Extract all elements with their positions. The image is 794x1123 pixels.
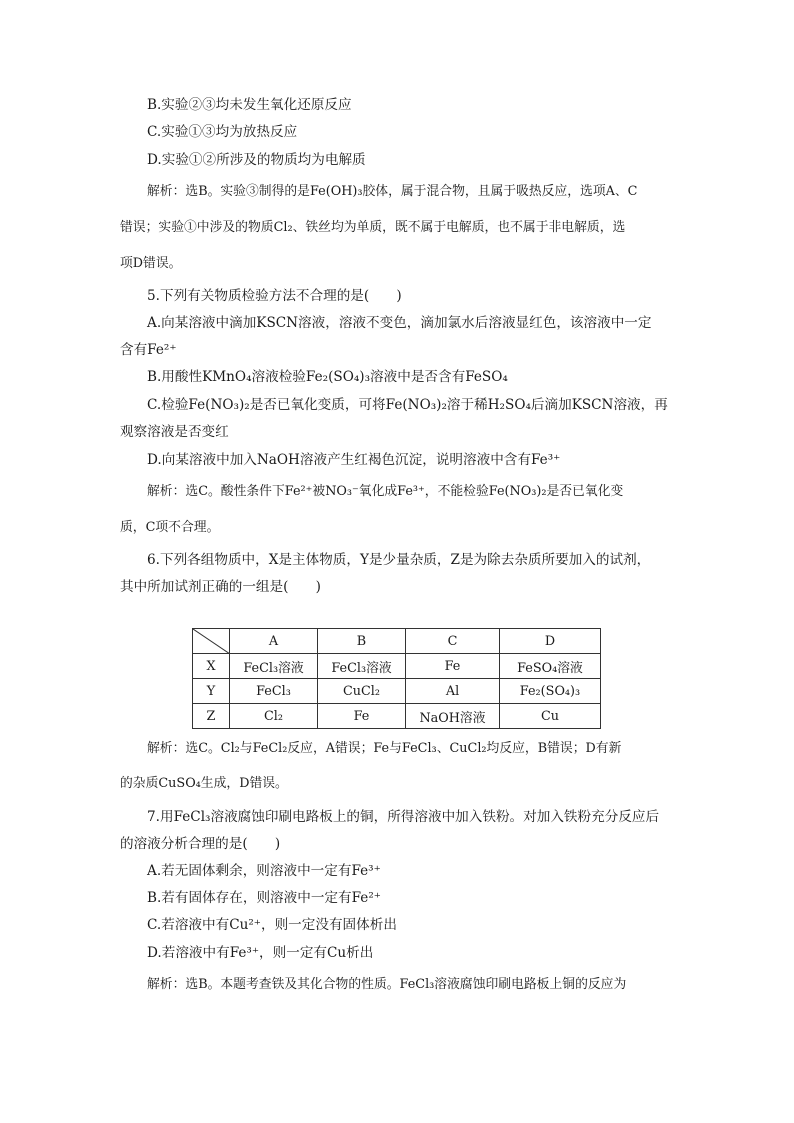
option-d-q4: D.实验①②所涉及的物质均为电解质 bbox=[147, 152, 366, 168]
analysis-q6-line2: 的杂质CuSO₄生成，D错误。 bbox=[120, 776, 288, 791]
table-row-label: Y bbox=[193, 679, 230, 704]
option-a-q5-line2: 含有Fe²⁺ bbox=[120, 342, 177, 358]
option-a-q7: A.若无固体剩余，则溶液中一定有Fe³⁺ bbox=[147, 863, 381, 879]
option-d-q7: D.若溶液中有Fe³⁺，则一定有Cu析出 bbox=[147, 945, 374, 961]
table-cell: CuCl₂ bbox=[318, 679, 406, 704]
option-d-q5: D.向某溶液中加入NaOH溶液产生红褐色沉淀，说明溶液中含有Fe³⁺ bbox=[147, 452, 561, 468]
option-b-q5: B.用酸性KMnO₄溶液检验Fe₂(SO₄)₃溶液中是否含有FeSO₄ bbox=[147, 369, 508, 385]
option-c-q5-line1: C.检验Fe(NO₃)₂是否已氧化变质，可将Fe(NO₃)₂溶于稀H₂SO₄后滴加KSCN溶液，再 bbox=[147, 397, 668, 413]
question-5: 5.下列有关物质检验方法不合理的是( ) bbox=[147, 288, 402, 304]
table-cell: Fe₂(SO₄)₃ bbox=[500, 679, 601, 704]
question-6-line2: 其中所加试剂正确的一组是( ) bbox=[120, 579, 321, 595]
analysis-q7-line1: 解析：选B。本题考查铁及其化合物的性质。FeCl₃溶液腐蚀印刷电路板上铜的反应为 bbox=[147, 977, 627, 992]
analysis-q4-line3: 项D错误。 bbox=[120, 256, 182, 271]
table-cell: NaOH溶液 bbox=[406, 704, 500, 729]
table-cell: Cl₂ bbox=[230, 704, 318, 729]
analysis-q4-line1: 解析：选B。实验③制得的是Fe(OH)₃胶体，属于混合物，且属于吸热反应，选项A、C bbox=[147, 184, 638, 199]
table-cell: FeCl₃ bbox=[230, 679, 318, 704]
table-cell: Cu bbox=[500, 704, 601, 729]
table-header-cell: C bbox=[406, 629, 500, 654]
analysis-q6-line1: 解析：选C。Cl₂与FeCl₂反应，A错误；Fe与FeCl₃、CuCl₂均反应，B错误；D有新 bbox=[147, 741, 622, 756]
table-cell: FeCl₃溶液 bbox=[318, 654, 406, 679]
option-a-q5-line1: A.向某溶液中滴加KSCN溶液，溶液不变色，滴加氯水后溶液显红色，该溶液中一定 bbox=[147, 315, 652, 331]
question-6-line1: 6.下列各组物质中，X是主体物质，Y是少量杂质，Z是为除去杂质所要加入的试剂， bbox=[147, 552, 651, 568]
diagonal-line bbox=[193, 629, 230, 654]
option-c-q7: C.若溶液中有Cu²⁺，则一定没有固体析出 bbox=[147, 917, 397, 933]
analysis-q5-line2: 质，C项不合理。 bbox=[120, 520, 220, 535]
option-c-q4: C.实验①③均为放热反应 bbox=[147, 124, 298, 140]
table-row bbox=[193, 654, 601, 679]
table-header-cell: B bbox=[318, 629, 406, 654]
table-row-label: Z bbox=[193, 704, 230, 729]
table-cell: Al bbox=[406, 679, 500, 704]
table-cell: Fe bbox=[318, 704, 406, 729]
option-b-q4: B.实验②③均未发生氧化还原反应 bbox=[147, 97, 352, 113]
table-row-label: X bbox=[193, 654, 230, 679]
table-header-cell: A bbox=[230, 629, 318, 654]
question-7-line1: 7.用FeCl₃溶液腐蚀印刷电路板上的铜，所得溶液中加入铁粉。对加入铁粉充分反应后 bbox=[147, 809, 660, 825]
analysis-q5-line1: 解析：选C。酸性条件下Fe²⁺被NO₃⁻氧化成Fe³⁺，不能检验Fe(NO₃)₂是否已氧化变 bbox=[147, 484, 624, 499]
option-b-q7: B.若有固体存在，则溶液中一定有Fe²⁺ bbox=[147, 890, 381, 906]
question-7-line2: 的溶液分析合理的是( ) bbox=[120, 836, 281, 852]
option-c-q5-line2: 观察溶液是否变红 bbox=[120, 424, 229, 440]
table-cell: FeSO₄溶液 bbox=[500, 654, 601, 679]
table-header-row bbox=[193, 629, 601, 654]
analysis-q4-line2: 错误；实验①中涉及的物质Cl₂、铁丝均为单质，既不属于电解质，也不属于非电解质，选 bbox=[120, 220, 626, 235]
reagent-table bbox=[192, 628, 601, 729]
table-cell: Fe bbox=[406, 654, 500, 679]
table-cell: FeCl₃溶液 bbox=[230, 654, 318, 679]
table-diagonal-cell bbox=[193, 629, 230, 654]
table-row bbox=[193, 679, 601, 704]
table-row bbox=[193, 704, 601, 729]
table-header-cell: D bbox=[500, 629, 601, 654]
